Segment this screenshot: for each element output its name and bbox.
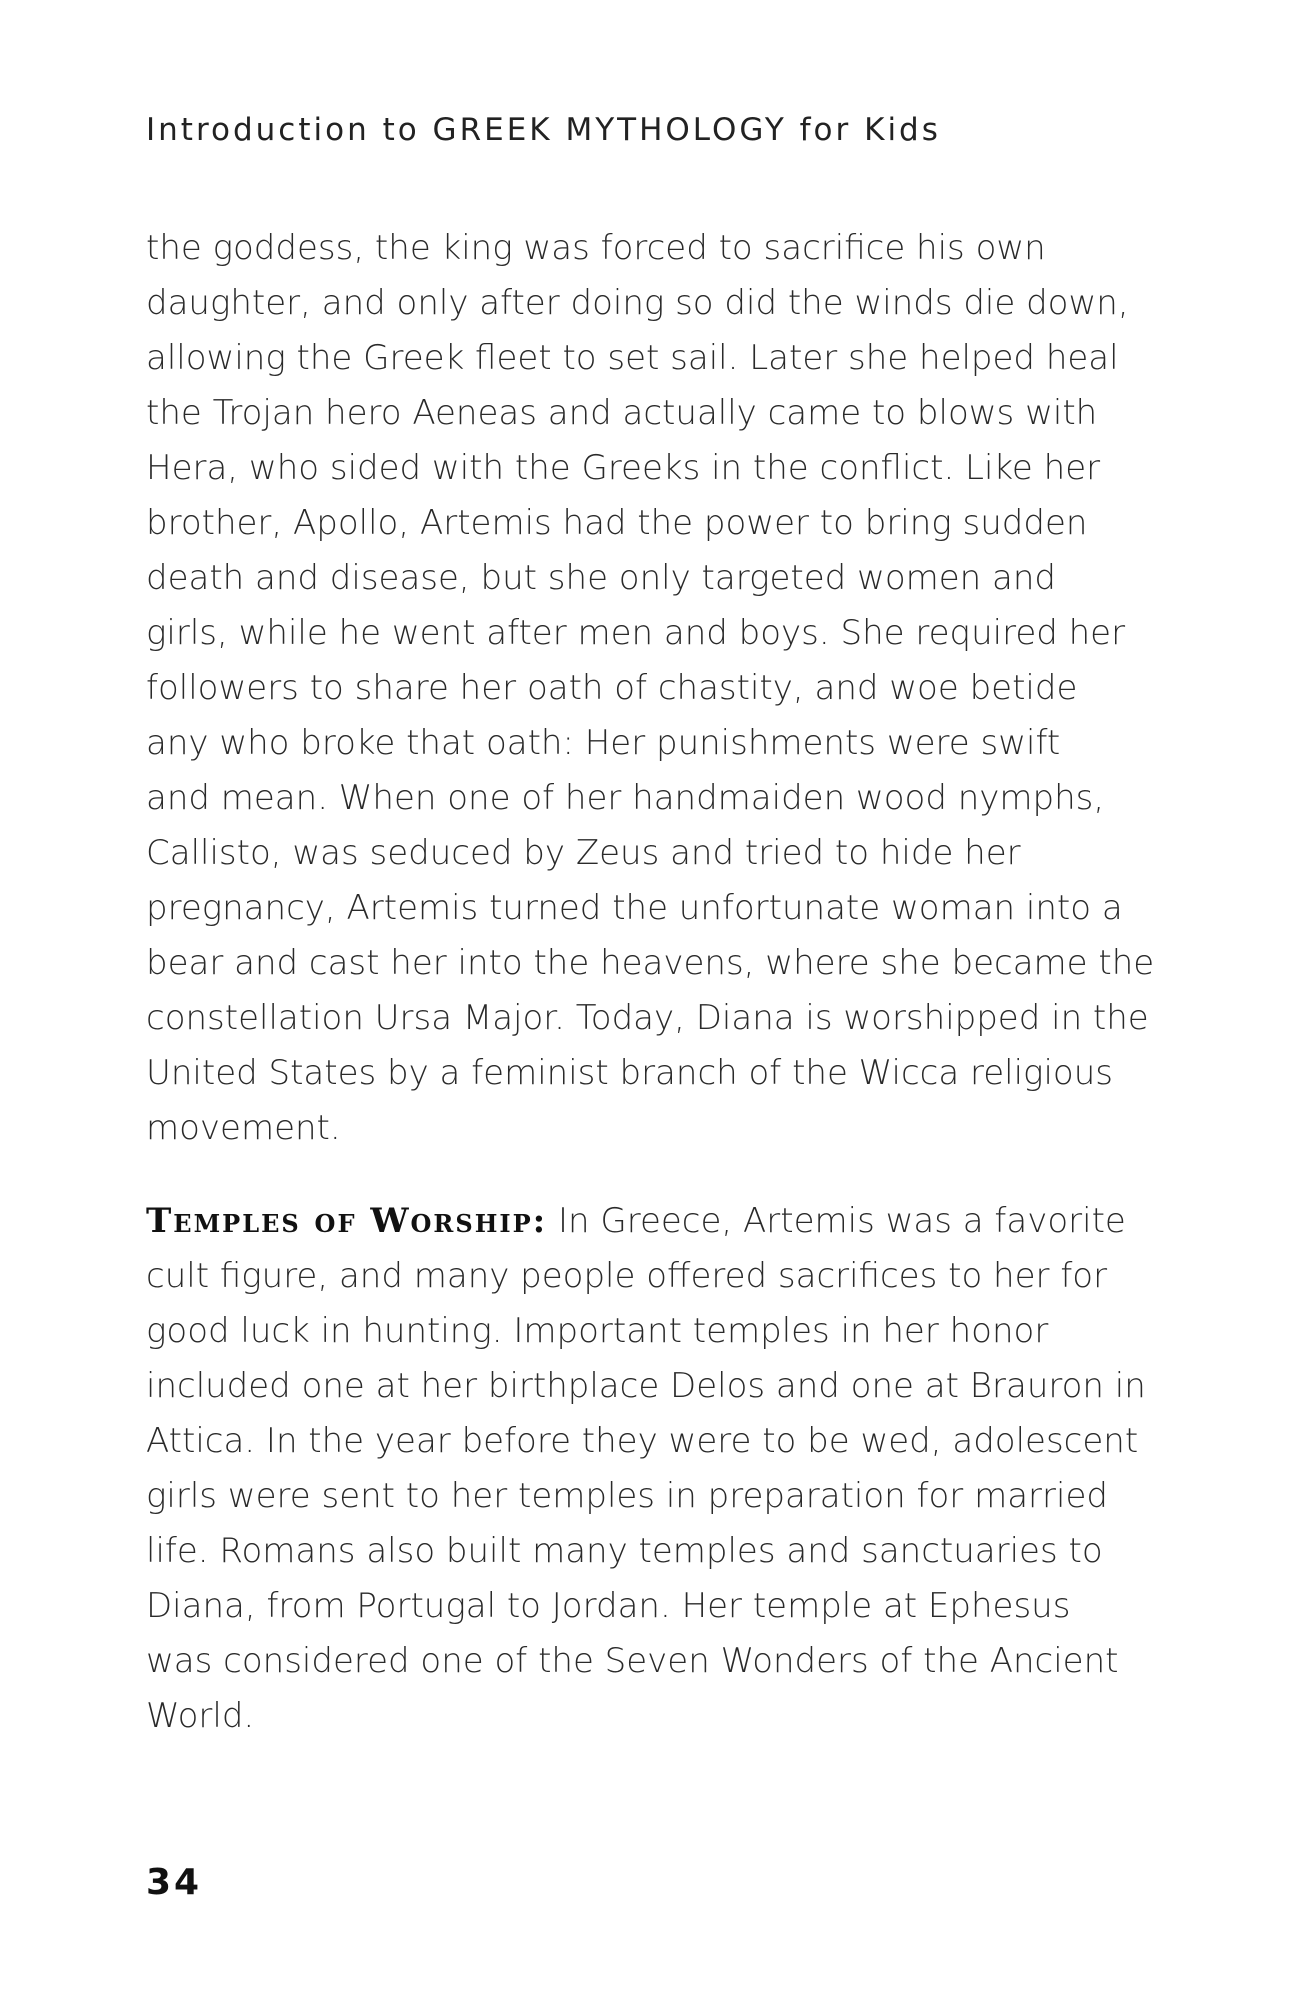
text-line: Hera, who sided with the Greeks in the conflict. Like her xyxy=(146,448,1101,488)
text-line: Callisto, was seduced by Zeus and tried to hide her xyxy=(146,833,1021,873)
text-line: the Trojan hero Aeneas and actually came to blows with xyxy=(146,393,1098,433)
first-line-text: In Greece, Artemis was a favorite xyxy=(547,1201,1126,1241)
text-line-first xyxy=(146,1194,1146,1249)
text-line: included one at her birthplace Delos and one at Brauron in xyxy=(146,1366,1146,1406)
text-line: the goddess, the king was forced to sacrifice his own xyxy=(146,228,1046,268)
text-line: good luck in hunting. Important temples in her honor xyxy=(146,1311,1049,1351)
text-line: and mean. When one of her handmaiden wood nymphs, xyxy=(146,778,1105,818)
text-line: World. xyxy=(146,1696,255,1736)
text-line: allowing the Greek fleet to set sail. Later she helped heal xyxy=(146,338,1119,378)
text-line: pregnancy, Artemis turned the unfortunate woman into a xyxy=(146,888,1123,928)
text-line: death and disease, but she only targeted women and xyxy=(146,558,1056,598)
run-in-heading: Temples of Worship: xyxy=(146,1201,548,1241)
text-line: United States by a feminist branch of the Wicca religious xyxy=(146,1053,1113,1093)
text-line: constellation Ursa Major. Today, Diana is worshipped in the xyxy=(146,998,1149,1038)
running-head: Introduction to GREEK MYTHOLOGY for Kids xyxy=(146,112,941,148)
text-line: girls, while he went after men and boys. She required her xyxy=(146,613,1126,653)
text-line: followers to share her oath of chastity, and woe betide xyxy=(146,668,1078,708)
paragraph-temples-of-worship xyxy=(146,1194,1146,1744)
text-line: movement. xyxy=(146,1108,341,1148)
text-line: Diana, from Portugal to Jordan. Her temple at Ephesus xyxy=(146,1586,1071,1626)
text-line: daughter, and only after doing so did the winds die down, xyxy=(146,283,1129,323)
text-line: bear and cast her into the heavens, where she became the xyxy=(146,943,1155,983)
text-line: girls were sent to her temples in preparation for married xyxy=(146,1476,1108,1516)
text-line: was considered one of the Seven Wonders of the Ancient xyxy=(146,1641,1119,1681)
text-line: cult figure, and many people offered sacrifices to her for xyxy=(146,1256,1108,1296)
text-line: life. Romans also built many temples and sanctuaries to xyxy=(146,1531,1103,1571)
page-number: 34 xyxy=(146,1862,203,1903)
text-line: brother, Apollo, Artemis had the power to bring sudden xyxy=(146,503,1088,543)
text-line: Attica. In the year before they were to be wed, adolescent xyxy=(146,1421,1139,1461)
text-line: any who broke that oath: Her punishments were swift xyxy=(146,723,1061,763)
paragraph-continued xyxy=(146,221,1155,1156)
